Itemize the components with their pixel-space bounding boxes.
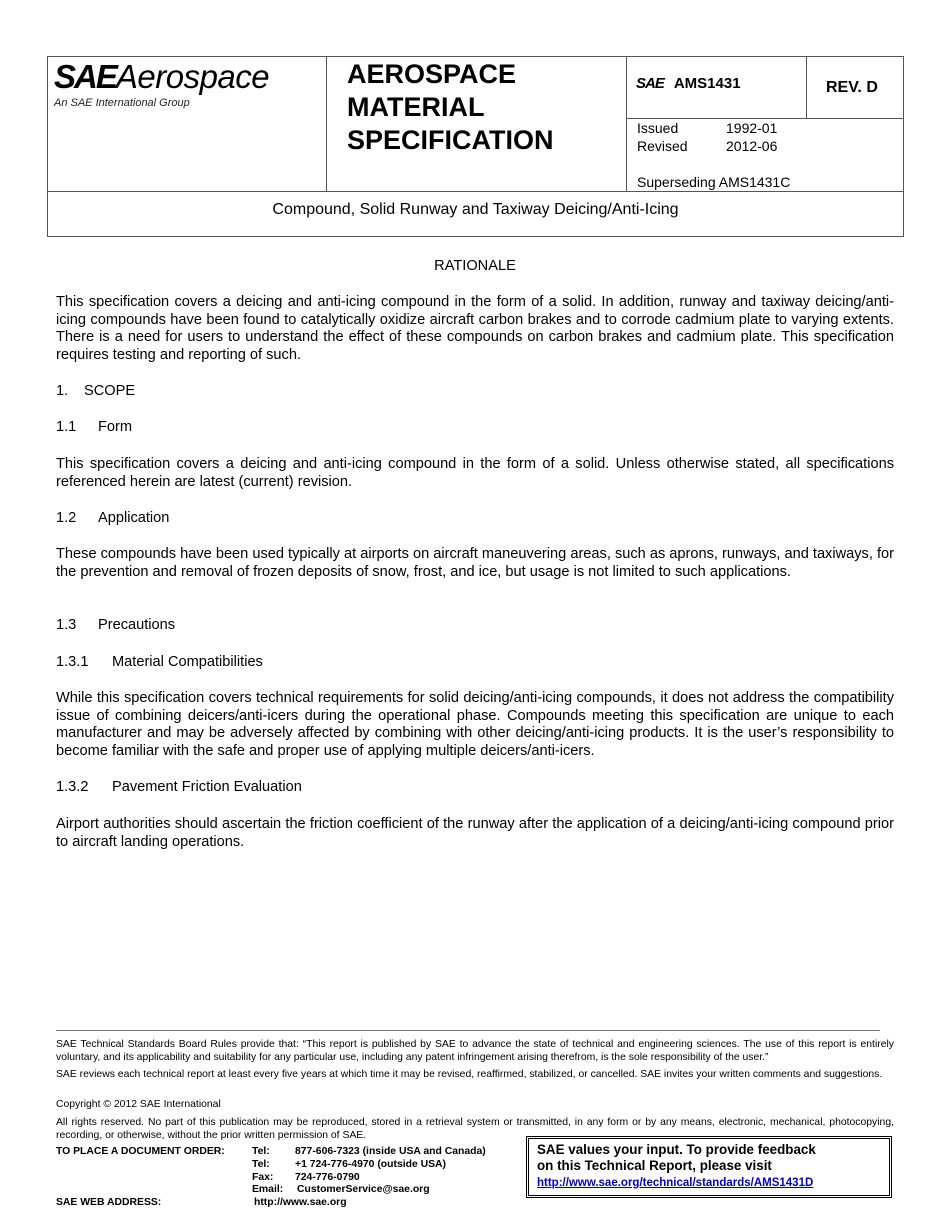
tel-inside-usa: 877-606-7323 (inside USA and Canada)	[295, 1146, 486, 1157]
section-1-2-heading	[56, 510, 894, 528]
section-title: Pavement Friction Evaluation	[112, 779, 302, 795]
rationale-paragraph: This specification covers a deicing and anti-icing compound in the form of a solid. In addition, runway and taxiway deicing/anti-icing compounds have been found to catalytically oxidize aircraft carbon brakes and to corrode cadmium plate to varying extents. There is a need for users to understand the effect of these compounds on carbon brakes and cadmium plate. This specification requires testing and reporting of such.	[56, 294, 894, 363]
logo-tagline: An SAE International Group	[54, 97, 190, 109]
feedback-line-1: SAE values your input. To provide feedback	[537, 1142, 816, 1157]
header-divider-1	[326, 57, 327, 191]
section-1-heading	[56, 383, 894, 401]
revised-value: 2012-06	[726, 138, 778, 154]
footer-rights-text: All rights reserved. No part of this publication may be reproduced, stored in a retrieval system or transmitted, in any form or by any means, electronic, mechanical, photocopying, recording, or otherwise, without the prior written permission of SAE.	[56, 1117, 894, 1141]
section-number: 1.3.1	[56, 654, 89, 670]
sae-aerospace-logo	[54, 57, 269, 97]
section-number: 1.1	[56, 419, 77, 435]
section-title: Precautions	[98, 617, 176, 633]
issued-value: 1992-01	[726, 120, 778, 136]
order-label: TO PLACE A DOCUMENT ORDER:	[56, 1146, 225, 1157]
section-1-3-1-paragraph: While this specification covers technical requirements for solid deicing/anti-icing compounds, it does not address the compatibility issue of combining deicers/anti-icers during the operational phase. Compounds meeting this specification are unique to each manufacturer and may be adversely affected by combining with other deicing/anti-icing products. It is the user’s responsibility to become familiar with the safe and proper use of applying multiple deicers/anti-icers.	[56, 690, 894, 759]
title-line: SPECIFICATION	[347, 125, 554, 155]
revision-label: REV. D	[826, 79, 878, 96]
document-number-text: AMS1431	[673, 75, 741, 92]
header-divider-5	[48, 191, 904, 192]
footer-review-text: SAE reviews each technical report at least every five years at which time it may be revised, reaffirmed, stabilized, or cancelled. SAE invites your written comments and suggestions.	[56, 1069, 883, 1080]
feedback-box	[526, 1136, 892, 1198]
fax-label: Fax:	[252, 1172, 274, 1183]
footer-rules-text: SAE Technical Standards Board Rules provide that: “This report is published by SAE to advance the state of technical and engineering sciences. The use of this report is entirely voluntary, and its applicability and suitability for any particular use, including any patent infringement arising therefrom, is the sole responsibility of the user.”	[56, 1039, 894, 1063]
tel-outside-usa: +1 724-776-4970 (outside USA)	[295, 1159, 447, 1170]
rationale-heading: RATIONALE	[434, 258, 516, 274]
title-line: MATERIAL	[347, 92, 485, 122]
sae-mini-logo: SAE	[636, 75, 664, 92]
section-number: 1.	[56, 383, 69, 399]
header-divider-2	[626, 57, 627, 191]
header-box	[47, 56, 904, 237]
section-1-2-paragraph: These compounds have been used typically at airports on aircraft maneuvering areas, such as aprons, runways, and taxiways, for the prevention and removal of frozen deposits of snow, frost, and ice, but usage is not limited to such applications.	[56, 546, 894, 580]
tel-label: Tel:	[252, 1159, 270, 1170]
email-label: Email:	[252, 1184, 284, 1195]
footer-copyright: Copyright © 2012 SAE International	[56, 1099, 221, 1110]
section-1-3-1-heading	[56, 654, 894, 672]
section-number: 1.2	[56, 510, 77, 526]
document-number	[636, 75, 741, 92]
section-1-1-paragraph: This specification covers a deicing and anti-icing compound in the form of a solid. Unless otherwise stated, all specifications referenced herein are latest (current) revision.	[56, 456, 894, 490]
revised-label: Revised	[637, 138, 688, 154]
fax-number: 724-776-0790	[295, 1172, 360, 1183]
email-address[interactable]: CustomerService@sae.org	[297, 1184, 430, 1195]
section-title: Form	[98, 419, 133, 435]
logo-brand: SAE	[54, 58, 116, 95]
document-subject: Compound, Solid Runway and Taxiway Deicing/Anti-Icing	[272, 201, 679, 218]
web-address-label: SAE WEB ADDRESS:	[56, 1197, 162, 1208]
section-number: 1.3	[56, 617, 77, 633]
section-1-3-heading	[56, 617, 894, 635]
section-number: 1.3.2	[56, 779, 89, 795]
feedback-line-2: on this Technical Report, please visit	[537, 1158, 772, 1173]
logo-name: Aerospace	[115, 58, 270, 95]
document-type-title	[347, 58, 554, 157]
tel-label: Tel:	[252, 1146, 270, 1157]
feedback-link[interactable]: http://www.sae.org/technical/standards/AMS1431D	[537, 1177, 814, 1189]
header-divider-3	[806, 57, 807, 118]
section-title: SCOPE	[84, 383, 136, 399]
web-address[interactable]: http://www.sae.org	[254, 1197, 347, 1208]
superseding-text: Superseding AMS1431C	[637, 174, 791, 190]
section-1-3-2-paragraph: Airport authorities should ascertain the friction coefficient of the runway after the application of a deicing/anti-icing compound prior to aircraft landing operations.	[56, 816, 894, 850]
section-title: Application	[98, 510, 170, 526]
footer-divider	[56, 1030, 880, 1031]
header-divider-4	[626, 118, 904, 119]
section-title: Material Compatibilities	[112, 654, 263, 670]
title-line: AEROSPACE	[347, 59, 517, 89]
section-1-3-2-heading	[56, 779, 894, 797]
section-1-1-heading	[56, 419, 894, 437]
issued-label: Issued	[637, 120, 679, 136]
